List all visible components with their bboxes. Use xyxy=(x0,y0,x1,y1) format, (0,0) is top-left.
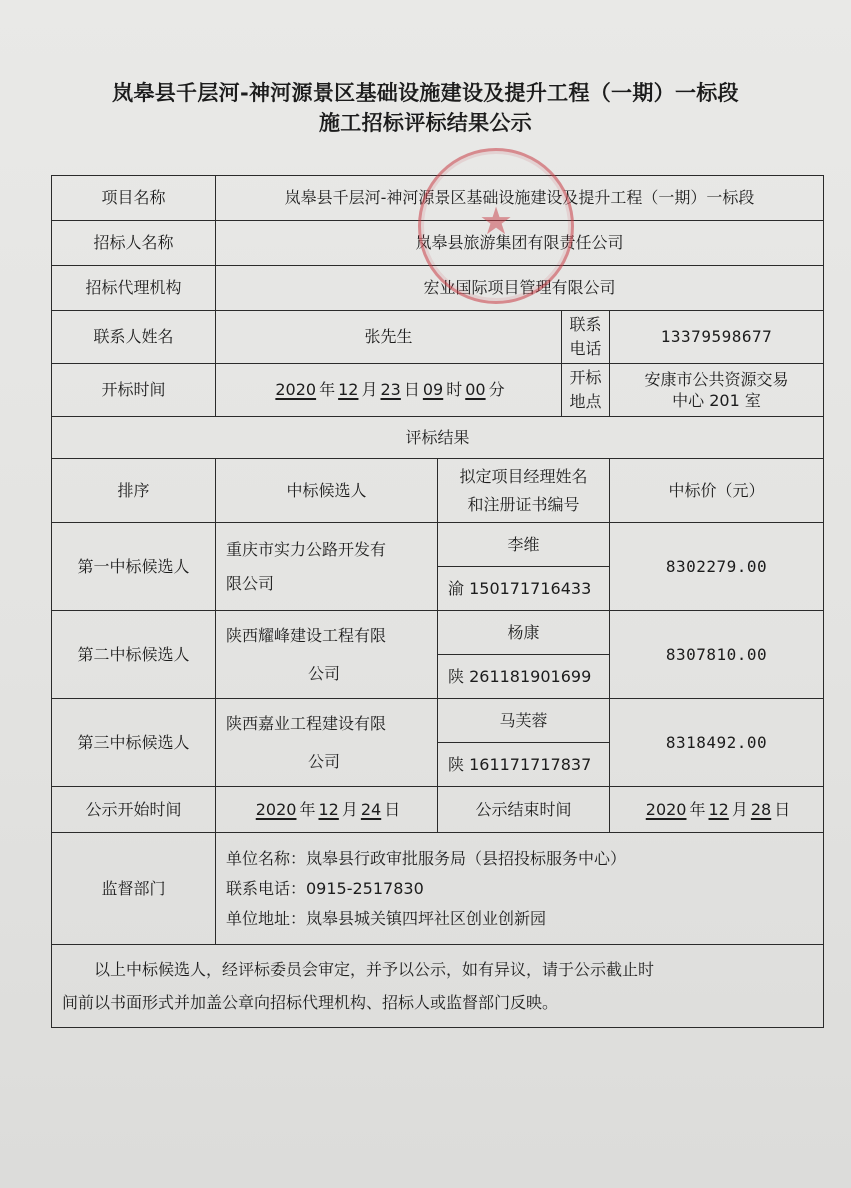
supervisor-address: 单位地址：岚皋县城关镇四坪社区创业创新园 xyxy=(226,908,547,928)
supervisor-label: 监督部门 xyxy=(52,833,216,945)
open-year: 2020 xyxy=(275,380,317,399)
header-rank: 排序 xyxy=(52,459,216,523)
supervisor-info xyxy=(216,833,824,945)
phone-value: 13379598677 xyxy=(610,311,824,364)
pub-start-value: 2020 年 12 月 24 日 xyxy=(216,787,438,833)
row-tenderer xyxy=(52,221,824,266)
open-time-value: 2020 年 12 月 23 日 09 时 00 分 xyxy=(216,364,562,417)
row-supervisor xyxy=(52,833,824,945)
agency-value: 宏业国际项目管理有限公司 xyxy=(216,266,824,311)
row-column-headers xyxy=(52,459,824,523)
row-notice xyxy=(52,945,824,1028)
candidate-price: 8307810.00 xyxy=(610,611,824,699)
header-manager: 拟定项目经理姓名 和注册证书编号 xyxy=(438,459,610,523)
phone-label: 联系电话 xyxy=(562,311,610,364)
table-row xyxy=(52,699,824,743)
open-time-label: 开标时间 xyxy=(52,364,216,417)
candidate-company: 陕西嘉业工程建设有限 公司 xyxy=(216,699,438,787)
bid-result-table xyxy=(51,175,824,1028)
document-subtitle: 施工招标评标结果公示 xyxy=(319,111,532,135)
open-place-label: 开标地点 xyxy=(562,364,610,417)
tenderer-value: 岚皋县旅游集团有限责任公司 xyxy=(216,221,824,266)
contact-label: 联系人姓名 xyxy=(52,311,216,364)
pub-end-label: 公示结束时间 xyxy=(438,787,610,833)
pub-end-value: 2020 年 12 月 28 日 xyxy=(610,787,824,833)
tenderer-label: 招标人名称 xyxy=(52,221,216,266)
candidate-manager: 杨康 xyxy=(438,611,610,655)
open-month: 12 xyxy=(338,380,359,399)
candidate-cert: 渝 150171716433 xyxy=(438,567,610,611)
candidate-cert: 陕 261181901699 xyxy=(438,655,610,699)
contact-value: 张先生 xyxy=(216,311,562,364)
header-candidate: 中标候选人 xyxy=(216,459,438,523)
candidate-rank: 第二中标候选人 xyxy=(52,611,216,699)
row-contact xyxy=(52,311,824,364)
supervisor-unit: 单位名称：岚皋县行政审批服务局（县招投标服务中心） xyxy=(226,848,627,868)
candidate-cert: 陕 161171717837 xyxy=(438,743,610,787)
row-publication xyxy=(52,787,824,833)
pub-start-label: 公示开始时间 xyxy=(52,787,216,833)
open-hour: 09 xyxy=(422,380,444,399)
agency-label: 招标代理机构 xyxy=(52,266,216,311)
open-place-value: 安康市公共资源交易 中心 201 室 xyxy=(610,364,824,417)
objection-notice: 以上中标候选人，经评标委员会审定，并予以公示，如有异议，请于公示截止时 间前以书面形式并加盖公章向招标代理机构、招标人或监督部门反映。 xyxy=(52,945,824,1028)
candidate-rank: 第三中标候选人 xyxy=(52,699,216,787)
table-row xyxy=(52,523,824,567)
candidate-rank: 第一中标候选人 xyxy=(52,523,216,611)
candidate-manager: 李维 xyxy=(438,523,610,567)
table-row xyxy=(52,611,824,655)
row-results-header xyxy=(52,417,824,459)
row-agency xyxy=(52,266,824,311)
project-name-value: 岚皋县千层河-神河源景区基础设施建设及提升工程（一期）一标段 xyxy=(216,176,824,221)
candidate-company: 重庆市实力公路开发有 限公司 xyxy=(216,523,438,611)
candidate-price: 8318492.00 xyxy=(610,699,824,787)
header-price: 中标价（元） xyxy=(610,459,824,523)
row-open xyxy=(52,364,824,417)
open-minute: 00 xyxy=(465,380,486,399)
open-day: 23 xyxy=(380,380,401,399)
document-title: 岚皋县千层河-神河源景区基础设施建设及提升工程（一期）一标段 xyxy=(112,81,739,105)
results-label: 评标结果 xyxy=(52,417,824,459)
project-name-label: 项目名称 xyxy=(52,176,216,221)
candidate-manager: 马芙蓉 xyxy=(438,699,610,743)
supervisor-phone: 联系电话：0915-2517830 xyxy=(226,878,424,898)
seal-star-icon: ★ xyxy=(478,199,514,243)
row-project-name xyxy=(52,176,824,221)
candidate-price: 8302279.00 xyxy=(610,523,824,611)
candidate-company: 陕西耀峰建设工程有限 公司 xyxy=(216,611,438,699)
